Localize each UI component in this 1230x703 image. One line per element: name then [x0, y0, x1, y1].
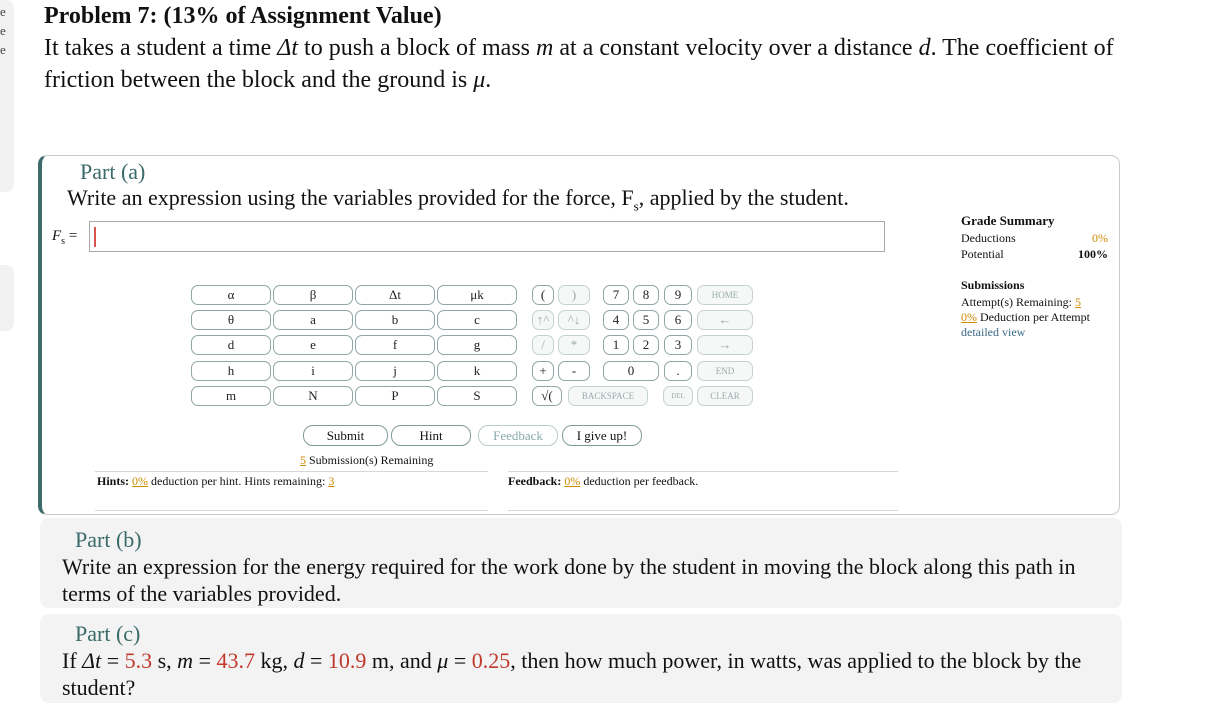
key-3[interactable]: 3	[664, 335, 692, 355]
divider	[508, 471, 898, 472]
key-beta[interactable]: β	[273, 285, 353, 305]
key-right-arrow[interactable]: →	[697, 335, 753, 355]
part-c-text: If Δt = 5.3 s, m = 43.7 kg, d = 10.9 m, and μ = 0.25, then how much power, in watts, was applied to the block by the student?	[62, 648, 1082, 700]
text-cursor	[94, 227, 96, 247]
edge-letter: e	[0, 42, 6, 57]
key-close-paren[interactable]: )	[558, 285, 590, 305]
potential-label: Potential	[961, 247, 1004, 261]
part-c-label: Part (c)	[75, 621, 141, 646]
key-m[interactable]: m	[191, 386, 271, 406]
key-superscript-down[interactable]: ^↓	[558, 310, 590, 330]
key-4[interactable]: 4	[603, 310, 629, 330]
feedback-info: Feedback: 0% deduction per feedback.	[508, 474, 699, 488]
key-home[interactable]: HOME	[697, 285, 753, 305]
submissions-count[interactable]: 5	[300, 453, 306, 467]
key-f[interactable]: f	[355, 335, 435, 355]
problem-title: Problem 7: (13% of Assignment Value)	[44, 3, 442, 29]
key-a[interactable]: a	[273, 310, 353, 330]
edge-tab[interactable]	[0, 265, 14, 331]
deductions-label: Deductions	[961, 231, 1016, 245]
key-del[interactable]: DEL	[663, 386, 693, 406]
problem-text: It takes a student a time Δt to push a block of mass m at a constant velocity over a distance d. The coefficient of friction between the block and the ground is μ.	[44, 35, 1114, 93]
part-b-label: Part (b)	[75, 527, 142, 552]
key-left-arrow[interactable]: ←	[697, 310, 753, 330]
key-e[interactable]: e	[273, 335, 353, 355]
key-backspace[interactable]: BACKSPACE	[568, 386, 648, 406]
key-plus[interactable]: +	[532, 361, 554, 381]
submit-button[interactable]: Submit	[303, 425, 388, 446]
key-d[interactable]: d	[191, 335, 271, 355]
math-m: m	[536, 35, 554, 61]
key-1[interactable]: 1	[603, 335, 629, 355]
edge-letter: e	[0, 23, 6, 38]
key-mu-k[interactable]: μk	[437, 285, 517, 305]
key-superscript-up[interactable]: ↑^	[532, 310, 554, 330]
divider	[95, 510, 488, 511]
key-0[interactable]: 0	[603, 361, 659, 381]
deductions-value: 0%	[1092, 231, 1108, 245]
feedback-button[interactable]: Feedback	[478, 425, 558, 446]
detailed-view-link[interactable]: detailed view	[961, 325, 1026, 339]
divider	[95, 471, 488, 472]
value-d: 10.9	[327, 648, 367, 673]
key-clear[interactable]: CLEAR	[697, 386, 753, 406]
submissions-remaining: 5 Submission(s) Remaining	[300, 453, 434, 467]
value-dt: 5.3	[124, 648, 153, 673]
deduction-per-attempt: 0% Deduction per Attempt	[961, 310, 1090, 324]
key-j[interactable]: j	[355, 361, 435, 381]
value-m: 43.7	[216, 648, 255, 673]
key-open-paren[interactable]: (	[532, 285, 554, 305]
answer-input[interactable]	[89, 221, 885, 252]
potential-value: 100%	[1078, 247, 1108, 261]
key-multiply[interactable]: *	[558, 335, 590, 355]
key-7[interactable]: 7	[603, 285, 629, 305]
answer-label: $F_s$ =	[52, 228, 78, 247]
key-theta[interactable]: θ	[191, 310, 271, 330]
value-mu: 0.25	[471, 648, 511, 673]
part-b-text: Write an expression for the energy required for the work done by the student in moving the block along this path in terms of the variables provided.	[62, 554, 1076, 606]
edge-letter: e	[0, 4, 6, 19]
key-decimal[interactable]: .	[664, 361, 692, 381]
part-a-text: Write an expression using the variables provided for the force, $F_s$, applied by the student.	[67, 185, 849, 214]
key-end[interactable]: END	[697, 361, 753, 381]
key-g[interactable]: g	[437, 335, 517, 355]
feedback-pct[interactable]: 0%	[564, 474, 581, 488]
key-6[interactable]: 6	[664, 310, 692, 330]
divider	[508, 510, 898, 511]
key-i[interactable]: i	[273, 361, 353, 381]
math-dt: Δt	[277, 35, 299, 61]
part-a-label: Part (a)	[80, 159, 146, 184]
math-d: d	[918, 35, 931, 61]
key-2[interactable]: 2	[633, 335, 659, 355]
submissions-title: Submissions	[961, 278, 1025, 292]
grade-summary-title: Grade Summary	[961, 213, 1055, 228]
hints-remaining[interactable]: 3	[328, 474, 335, 488]
key-S[interactable]: S	[437, 386, 517, 406]
hints-info: Hints: 0% deduction per hint. Hints remaining: 3	[97, 474, 335, 488]
hint-button[interactable]: Hint	[391, 425, 471, 446]
hints-pct[interactable]: 0%	[132, 474, 149, 488]
key-8[interactable]: 8	[633, 285, 659, 305]
key-5[interactable]: 5	[633, 310, 659, 330]
key-delta-t[interactable]: Δt	[355, 285, 435, 305]
key-9[interactable]: 9	[664, 285, 692, 305]
attempts-remaining: Attempt(s) Remaining: 5	[961, 295, 1081, 309]
key-b[interactable]: b	[355, 310, 435, 330]
math-mu: μ	[473, 67, 486, 93]
key-minus[interactable]: -	[558, 361, 590, 381]
key-h[interactable]: h	[191, 361, 271, 381]
give-up-button[interactable]: I give up!	[562, 425, 642, 446]
key-P[interactable]: P	[355, 386, 435, 406]
key-k[interactable]: k	[437, 361, 517, 381]
key-alpha[interactable]: α	[191, 285, 271, 305]
deduction-pct[interactable]: 0%	[961, 310, 977, 324]
attempts-value[interactable]: 5	[1074, 295, 1081, 309]
key-N[interactable]: N	[273, 386, 353, 406]
key-divide[interactable]: /	[532, 335, 554, 355]
key-c[interactable]: c	[437, 310, 517, 330]
key-sqrt[interactable]: √(	[532, 386, 562, 406]
